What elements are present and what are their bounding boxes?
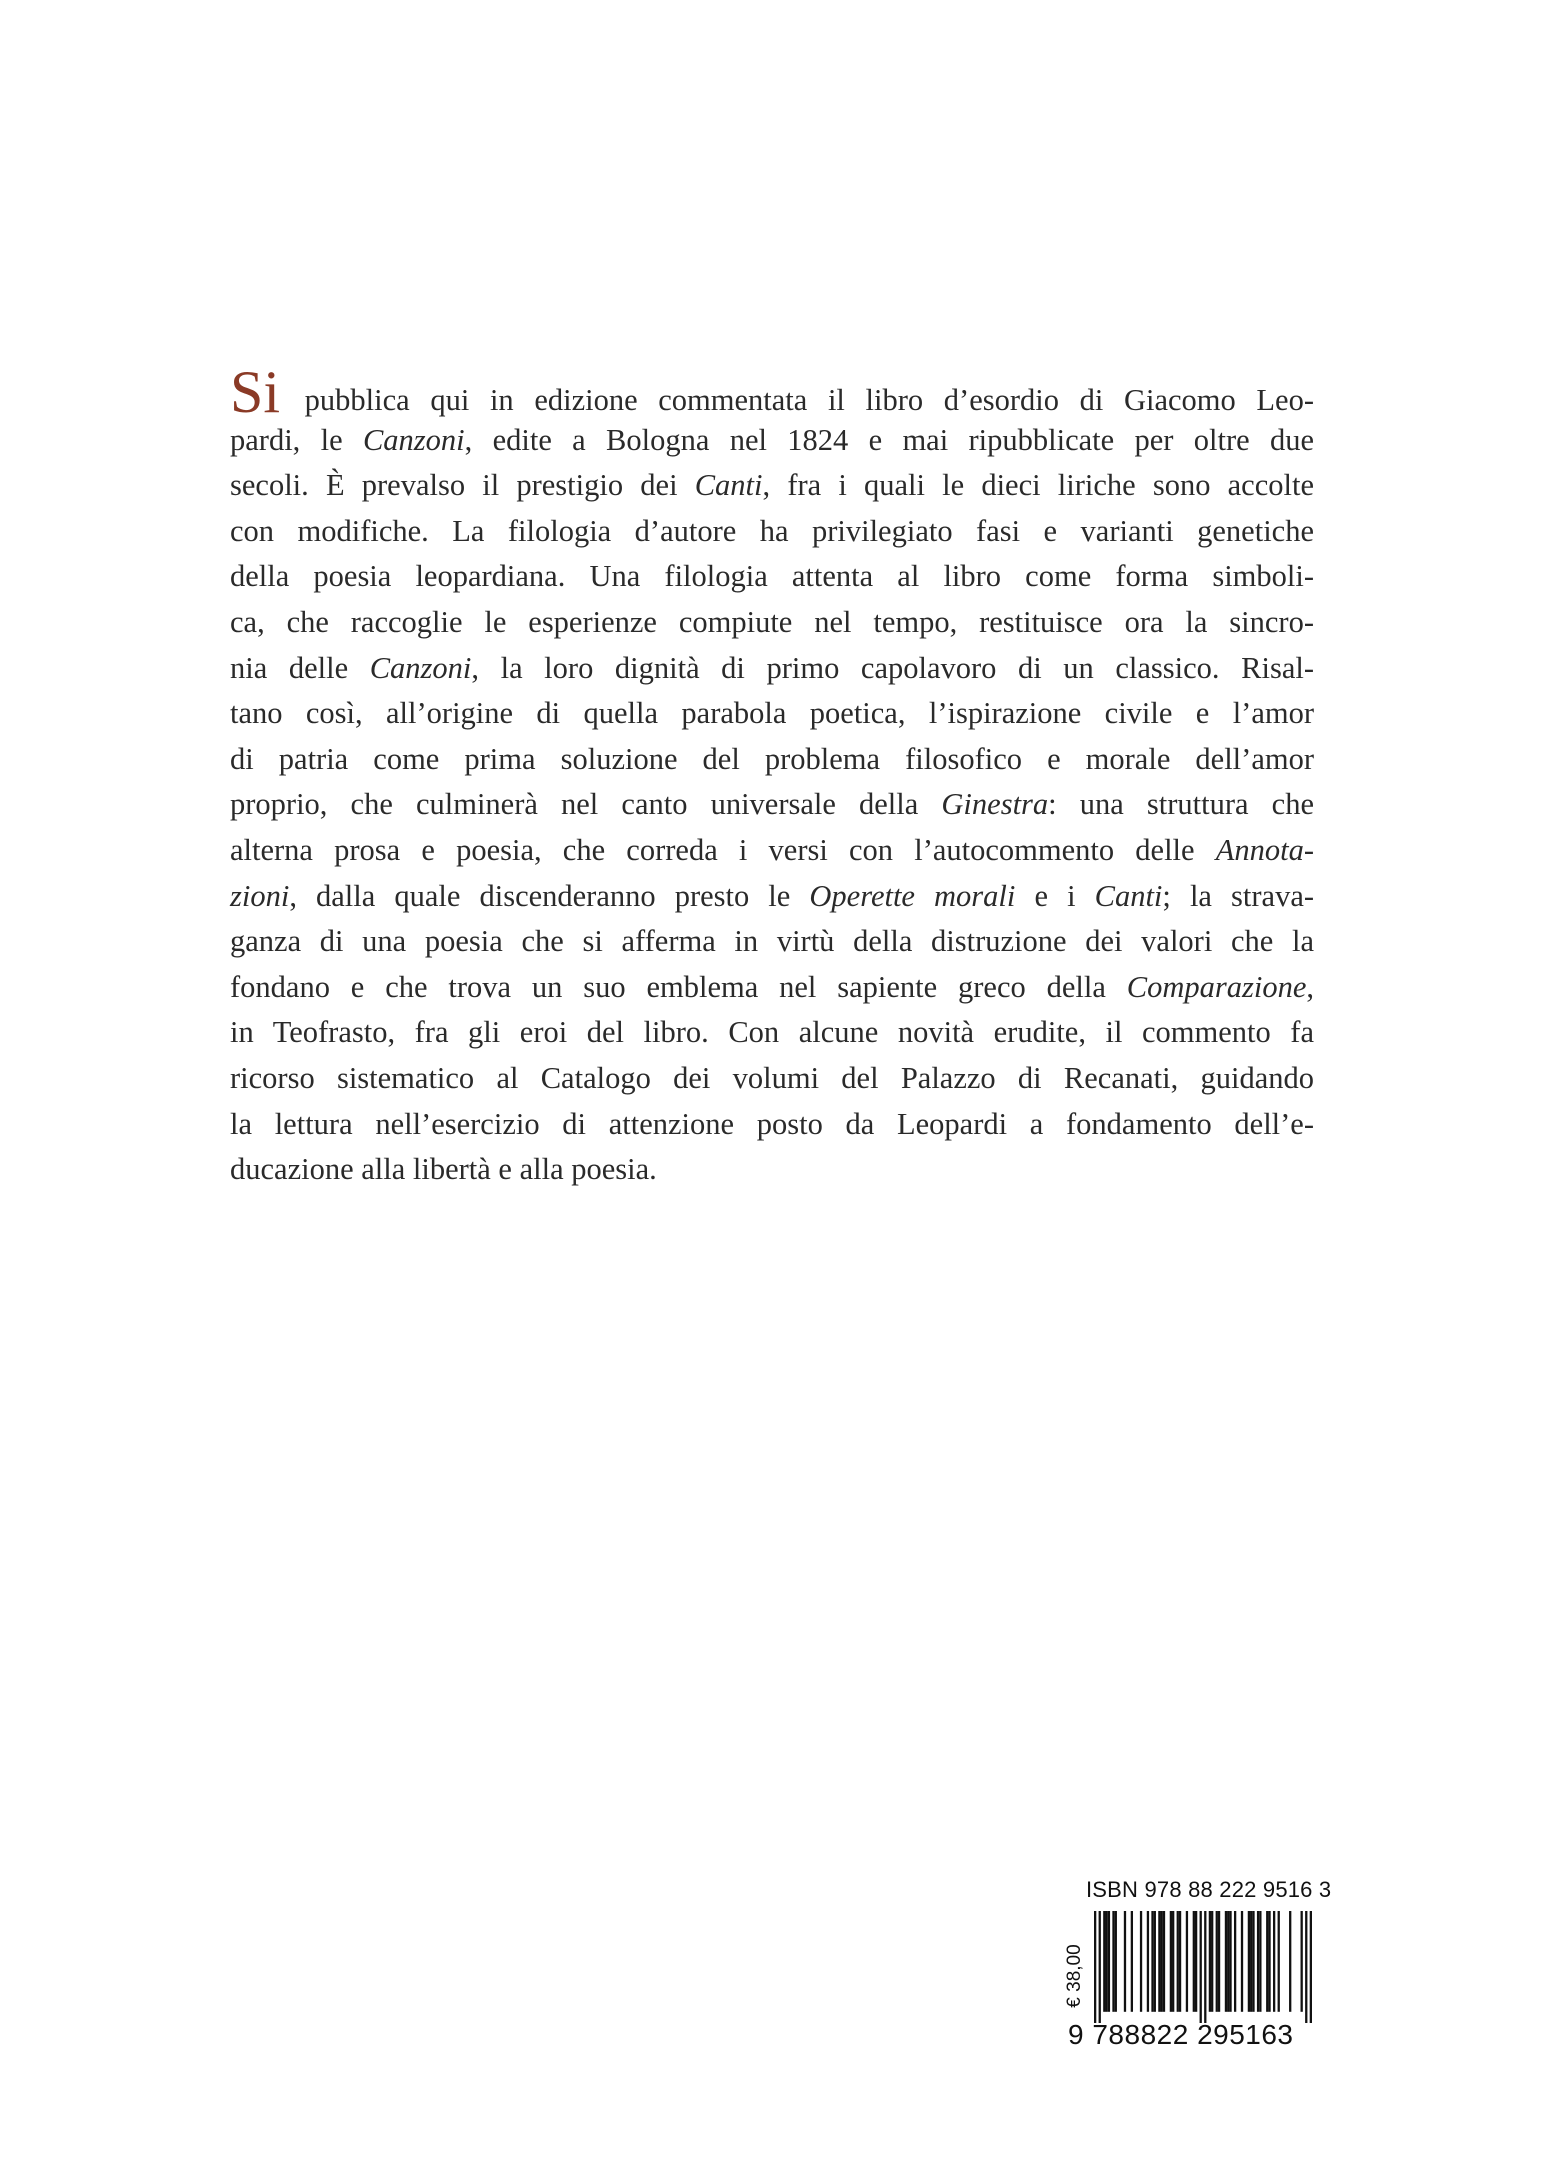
text-run: e i: [1015, 878, 1095, 913]
barcode-bar: [1204, 1911, 1206, 2023]
barcode-bar: [1112, 1911, 1114, 2012]
barcode-bar: [1103, 1911, 1105, 2012]
isbn-label: ISBN 978 88 222 9516 3: [1086, 1877, 1332, 1902]
blurb-line: [230, 965, 1314, 1011]
price-label: € 38,00: [1064, 1944, 1085, 2008]
text-run: tano così, all’origine di quella parabola poetica, l’ispirazione civile e l’amor: [230, 696, 1314, 731]
barcode-bar: [1248, 1911, 1250, 2012]
text-run: , dalla quale discenderanno presto le: [289, 878, 810, 913]
text-run: , edite a Bologna nel 1824 e mai ripubblicate per oltre due: [464, 422, 1314, 457]
text-run: , la loro dignità di primo capolavoro di un classico. Risal-: [471, 650, 1314, 685]
blurb-line: [230, 874, 1314, 920]
text-run: pubblica qui in edizione commentata il libro d’esordio di Giacomo Leo-: [284, 383, 1314, 417]
back-cover-blurb: [230, 359, 1315, 1193]
barcode-bar: [1140, 1911, 1142, 2012]
barcode-bar: [1278, 1911, 1280, 2012]
barcode-bar: [1211, 1911, 1213, 2012]
barcode-bar: [1259, 1911, 1261, 2012]
barcode-bar: [1124, 1911, 1126, 2012]
text-run: di patria come prima soluzione del problema filosofico e morale dell’amor: [230, 741, 1314, 776]
barcode-bar: [1225, 1911, 1227, 2012]
barcode-bar: [1216, 1911, 1218, 2012]
italic-title: Canti: [694, 468, 763, 503]
blurb-line: [230, 463, 1314, 509]
barcode-bar: [1218, 1911, 1220, 2012]
blurb-line: [230, 1147, 1314, 1193]
barcode-bar: [1227, 1911, 1229, 2012]
blurb-line: [230, 1010, 1314, 1056]
italic-title: Operette morali: [809, 878, 1016, 913]
barcode-bar: [1229, 1911, 1231, 2012]
barcode-bar: [1252, 1911, 1254, 2012]
barcode-bar: [1094, 1911, 1096, 2023]
italic-title: Canzoni: [369, 650, 472, 685]
text-run: nia delle: [230, 650, 370, 685]
barcode-bar: [1172, 1911, 1174, 2012]
barcode-bar: [1209, 1911, 1211, 2012]
barcode-bar: [1234, 1911, 1236, 2012]
text-run: ,: [1306, 969, 1314, 1004]
barcode-bar: [1170, 1911, 1172, 2012]
barcode-bar: [1177, 1911, 1179, 2012]
barcode-bar: [1257, 1911, 1259, 2012]
blurb-paragraph: [230, 359, 1315, 1193]
barcode-bar: [1108, 1911, 1110, 2012]
blurb-line: [230, 782, 1314, 828]
blurb-line: [230, 737, 1314, 783]
ean-digits: 9 788822 295163: [1068, 2019, 1294, 2050]
blurb-line: [230, 646, 1314, 692]
blurb-line: [230, 1102, 1314, 1148]
barcode-bar: [1163, 1911, 1165, 2012]
barcode-bar: [1193, 1911, 1195, 2012]
blurb-line: [230, 418, 1314, 464]
barcode-bar: [1250, 1911, 1252, 2012]
barcode-bar: [1105, 1911, 1107, 2012]
barcode-bar: [1289, 1911, 1291, 2012]
text-run: alterna prosa e poesia, che correda i versi con l’autocommento delle: [230, 832, 1216, 867]
barcode-bar: [1195, 1911, 1197, 2012]
text-run: ducazione alla libertà e alla poesia.: [230, 1152, 657, 1187]
italic-title: Comparazione: [1126, 969, 1307, 1004]
italic-title: Ginestra: [941, 787, 1049, 822]
barcode-bar: [1099, 1911, 1101, 2023]
text-run: della poesia leopardiana. Una filologia attenta al libro come forma simboli-: [230, 559, 1314, 594]
italic-title: Canti: [1094, 878, 1163, 913]
barcode-bar: [1200, 1911, 1202, 2023]
text-run: fondano e che trova un suo emblema nel sapiente greco della: [230, 969, 1127, 1004]
text-run: secoli. È prevalso il prestigio dei: [230, 468, 695, 503]
text-run: pardi, le: [230, 422, 363, 457]
text-run: , fra i quali le dieci liriche sono accolte: [762, 468, 1314, 503]
blurb-line: [230, 1056, 1314, 1102]
barcode-bar: [1158, 1911, 1160, 2012]
text-run: proprio, che culminerà nel canto universale della: [230, 787, 942, 822]
blurb-line: [230, 691, 1314, 737]
blurb-line: [230, 600, 1314, 646]
barcode-bar: [1268, 1911, 1270, 2012]
italic-title: Annota-: [1215, 832, 1314, 867]
blurb-line: [230, 359, 1314, 425]
italic-title: Canzoni: [362, 422, 465, 457]
barcode-block: [1054, 1877, 1332, 2053]
barcode-bar: [1147, 1911, 1149, 2012]
blurb-line: [230, 919, 1314, 965]
text-run: la lettura nell’esercizio di attenzione posto da Leopardi a fondamento dell’e-: [230, 1106, 1314, 1141]
text-run: ca, che raccoglie le esperienze compiute nel tempo, restituisce ora la sincro-: [230, 604, 1314, 639]
text-run: : una struttura che: [1048, 787, 1314, 822]
barcode-bar: [1179, 1911, 1181, 2012]
barcode-bar: [1266, 1911, 1268, 2012]
barcode-bar: [1301, 1911, 1303, 2012]
barcode-bar: [1151, 1911, 1153, 2012]
barcode-bar: [1186, 1911, 1188, 2012]
text-run: ; la strava-: [1162, 878, 1315, 913]
blurb-line: [230, 554, 1314, 600]
italic-title: zioni: [230, 878, 290, 913]
barcode-bar: [1310, 1911, 1312, 2023]
barcode-bar: [1305, 1911, 1307, 2023]
text-run: con modifiche. La filologia d’autore ha privilegiato fasi e varianti genetiche: [230, 513, 1314, 548]
barcode-bar: [1273, 1911, 1275, 2012]
text-run: in Teofrasto, fra gli eroi del libro. Con alcune novità erudite, il commento fa: [230, 1015, 1314, 1050]
text-run: ganza di una poesia che si afferma in virtù della distruzione dei valori che la: [230, 924, 1314, 959]
barcode-bar: [1115, 1911, 1117, 2012]
barcode-bar: [1131, 1911, 1133, 2012]
text-run: ricorso sistematico al Catalogo dei volumi del Palazzo di Recanati, guidando: [230, 1060, 1314, 1095]
barcode-bar: [1161, 1911, 1163, 2012]
barcode-bars: [1094, 1911, 1312, 2023]
blurb-line: [230, 828, 1314, 874]
barcode-bar: [1154, 1911, 1156, 2012]
barcode-bar: [1241, 1911, 1243, 2012]
blurb-line: [230, 509, 1314, 555]
drop-cap: Si: [230, 359, 281, 425]
